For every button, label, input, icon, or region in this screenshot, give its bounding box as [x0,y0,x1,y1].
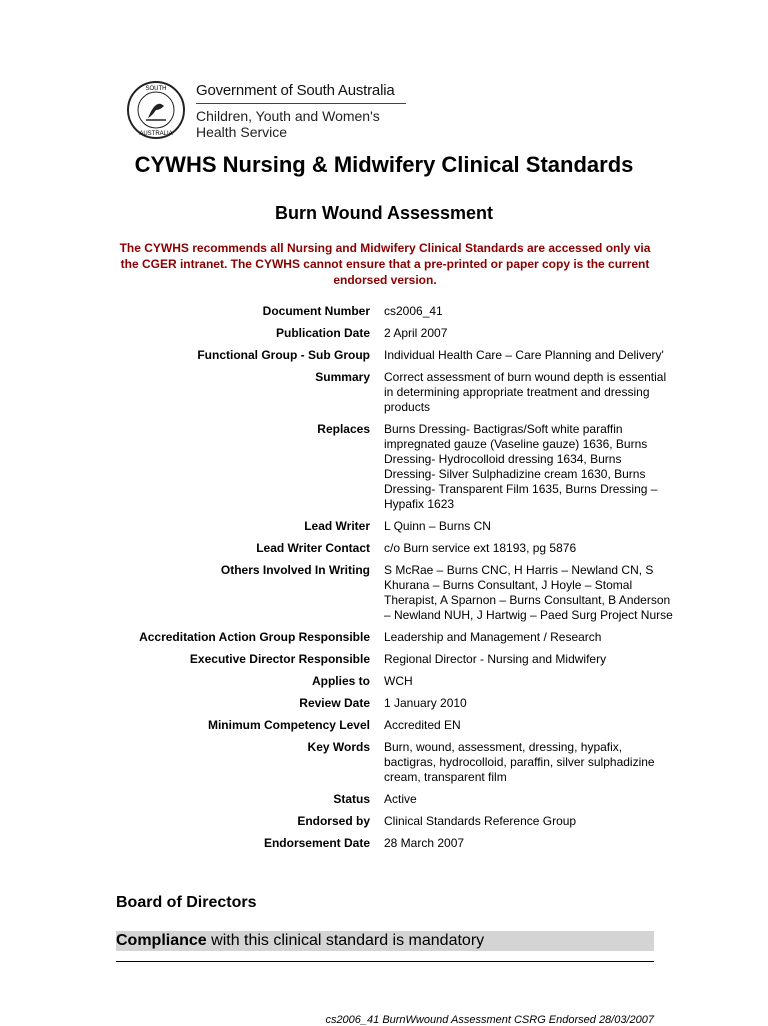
metadata-value: Leadership and Management / Research [384,630,602,644]
metadata-label: Key Words [307,740,370,754]
metadata-row-review-date [0,696,768,711]
metadata-value: Active [384,792,417,806]
south-australia-seal-logo [126,80,186,140]
compliance-rest: with this clinical standard is mandatory [206,932,485,949]
metadata-label: Status [333,792,370,806]
metadata-label: Accreditation Action Group Responsible [139,630,370,644]
compliance-bold: Compliance [116,932,207,949]
metadata-row-applies-to [0,674,768,689]
metadata-label: Minimum Competency Level [207,718,370,732]
metadata-row-others-involved [0,563,768,623]
metadata-row-lead-writer-contact [0,541,768,556]
metadata-row-accreditation-group [0,630,768,645]
metadata-row-replaces [0,422,768,512]
metadata-value: 28 March 2007 [384,836,465,850]
metadata-row-lead-writer [0,519,768,534]
metadata-value: Regional Director - Nursing and Midwifery [384,652,607,666]
metadata-label: Others Involved In Writing [220,563,370,577]
metadata-table [0,304,768,851]
metadata-value: Correct assessment of burn wound depth is essential in determining appropriate treatment and dressing products [384,370,667,414]
metadata-value: 2 April 2007 [384,326,448,340]
metadata-row-status [0,792,768,807]
metadata-value: S McRae – Burns CNC, H Harris – Newland CN, S Khurana – Burns Consultant, J Hoyle – Stomal Therapist, A Sparnon – Burns Consultant, B Anderson – Newland NUH, J Hartwig – Paed Surg Project Nurse [384,563,673,622]
metadata-label: Document Number [262,304,370,318]
metadata-value: Accredited EN [384,718,461,732]
metadata-row-executive-director [0,652,768,667]
metadata-label: Publication Date [275,326,370,340]
seal-text-top: SOUTH [145,86,167,92]
metadata-row-competency-level [0,718,768,733]
metadata-value: Burn, wound, assessment, dressing, hypafix, bactigras, hydrocolloid, paraffin, silver sulphadizine cream, transparent film [384,740,655,784]
metadata-row-document-number [0,304,768,319]
metadata-row-summary [0,370,768,415]
metadata-label: Summary [315,370,370,384]
metadata-row-endorsed-by [0,814,768,829]
metadata-label: Executive Director Responsible [189,652,370,666]
header-rule [196,103,406,104]
government-name: Government of South Australia [196,82,395,99]
metadata-label: Endorsement Date [263,836,370,850]
intranet-warning: The CYWHS recommends all Nursing and Midwifery Clinical Standards are accessed only via the CGER intranet. The CYWHS cannot ensure that a pre-printed or paper copy is the current endorsed version. [119,241,651,287]
document-subtitle: Burn Wound Assessment [274,203,494,223]
metadata-label: Applies to [311,674,370,688]
compliance-banner [116,931,654,951]
metadata-value: 1 January 2010 [384,696,467,710]
section-divider [116,961,654,962]
metadata-value: Clinical Standards Reference Group [384,814,577,828]
service-name-line1: Children, Youth and Women's [196,108,380,124]
document-title: CYWHS Nursing & Midwifery Clinical Standards [134,152,634,177]
metadata-value: cs2006_41 [384,304,443,318]
metadata-value: Burns Dressing- Bactigras/Soft white paraffin impregnated gauze (Vaseline gauze) 1636, Burns Dressing- Hydrocolloid dressing 1634, Burns Dressing- Silver Sulphadizine cream 1630, Burns Dressing- Transparent Film 1635, Burns Dressing –Hypafix 1623 [384,422,658,511]
metadata-label: Endorsed by [297,814,370,828]
metadata-value: L Quinn – Burns CN [384,519,491,533]
page-footer: cs2006_41 BurnWwound Assessment CSRG Endorsed 28/03/2007 [325,1014,654,1026]
metadata-value: WCH [384,674,413,688]
metadata-row-functional-group [0,348,768,363]
seal-text-bottom: AUSTRALIA [139,131,173,137]
metadata-row-publication-date [0,326,768,341]
metadata-label: Replaces [317,422,370,436]
metadata-label: Lead Writer [304,519,370,533]
metadata-value: Individual Health Care – Care Planning and Delivery' [384,348,664,362]
metadata-row-key-words [0,740,768,785]
metadata-value: c/o Burn service ext 18193, pg 5876 [384,541,577,555]
metadata-row-endorsement-date [0,836,768,851]
service-name-line2: Health Service [196,124,288,140]
board-heading: Board of Directors [116,894,257,911]
metadata-label: Functional Group - Sub Group [197,348,370,362]
metadata-label: Lead Writer Contact [256,541,370,555]
metadata-label: Review Date [299,696,370,710]
